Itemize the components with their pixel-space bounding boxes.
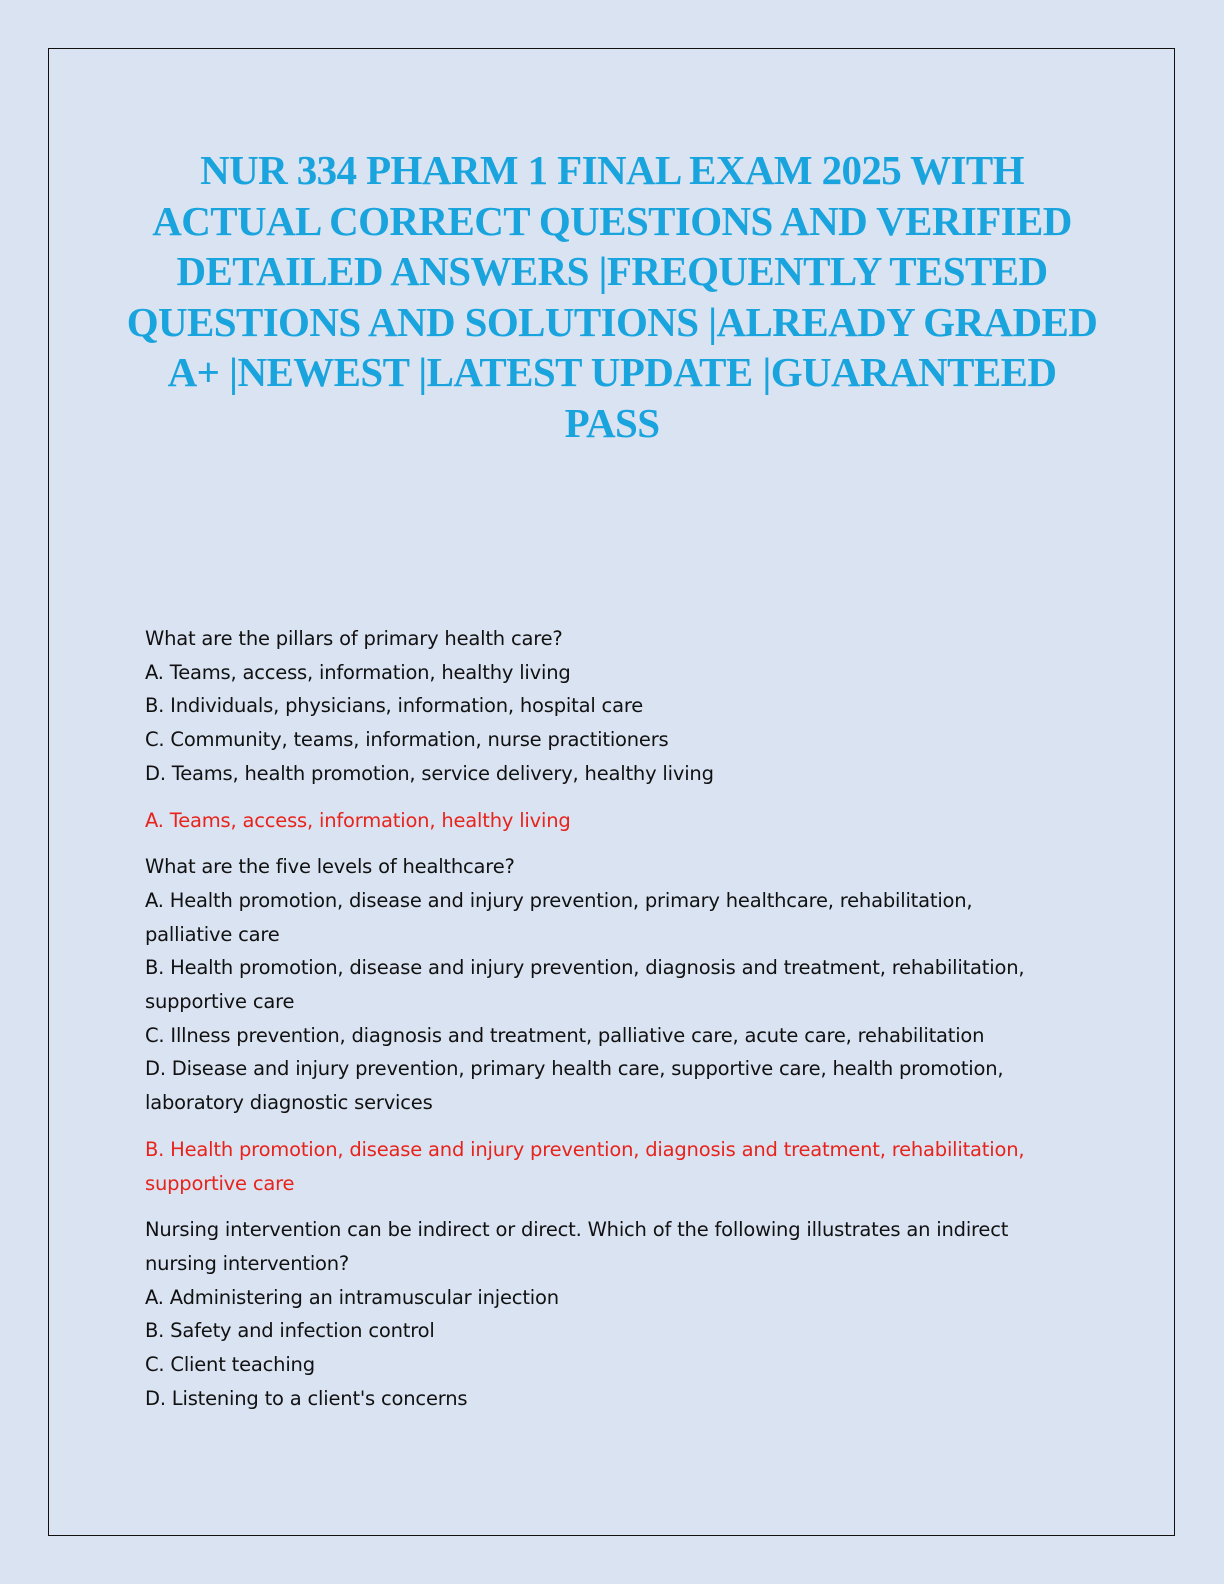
question-1 — [145, 622, 1065, 791]
question-text: Nursing intervention can be indirect or direct. Which of the following illustrates an indirect nursing intervention? — [145, 1218, 1009, 1275]
option-b: B. Individuals, physicians, information, hospital care — [145, 694, 644, 718]
option-a: A. Administering an intramuscular injection — [145, 1285, 559, 1309]
option-d: D. Disease and injury prevention, primary health care, supportive care, health promotion, laboratory diagnostic services — [145, 1057, 1004, 1115]
answer-2: B. Health promotion, disease and injury prevention, diagnosis and treatment, rehabilitation, supportive care — [145, 1137, 1025, 1195]
document-title: NUR 334 PHARM 1 FINAL EXAM 2025 WITH ACTUAL CORRECT QUESTIONS AND VERIFIED DETAILED ANSWERS |FREQUENTLY TESTED QUESTIONS AND SOLUTIONS |ALREADY GRADED A+ |NEWEST |LATEST UPDATE |GUARANTEED PASS — [126, 147, 1098, 446]
option-b: B. Safety and infection control — [145, 1319, 435, 1343]
answer-1: A. Teams, access, information, healthy living — [145, 808, 571, 832]
option-b: B. Health promotion, disease and injury prevention, diagnosis and treatment, rehabilitation, supportive care — [145, 956, 1025, 1014]
question-3 — [145, 1213, 1065, 1415]
question-list — [145, 622, 1065, 1428]
option-c: C. Client teaching — [145, 1353, 315, 1377]
option-a: A. Teams, access, information, healthy living — [145, 660, 571, 684]
question-text: What are the pillars of primary health care? — [145, 627, 563, 650]
option-c: C. Community, teams, information, nurse practitioners — [145, 728, 669, 752]
question-text: What are the five levels of healthcare? — [145, 855, 515, 879]
option-d: D. Teams, health promotion, service delivery, healthy living — [145, 761, 714, 785]
option-d: D. Listening to a client's concerns — [145, 1386, 468, 1410]
option-c: C. Illness prevention, diagnosis and treatment, palliative care, acute care, rehabilitation — [145, 1023, 985, 1047]
option-a: A. Health promotion, disease and injury prevention, primary healthcare, rehabilitation, palliative care — [145, 888, 973, 946]
question-2 — [145, 850, 1065, 1120]
